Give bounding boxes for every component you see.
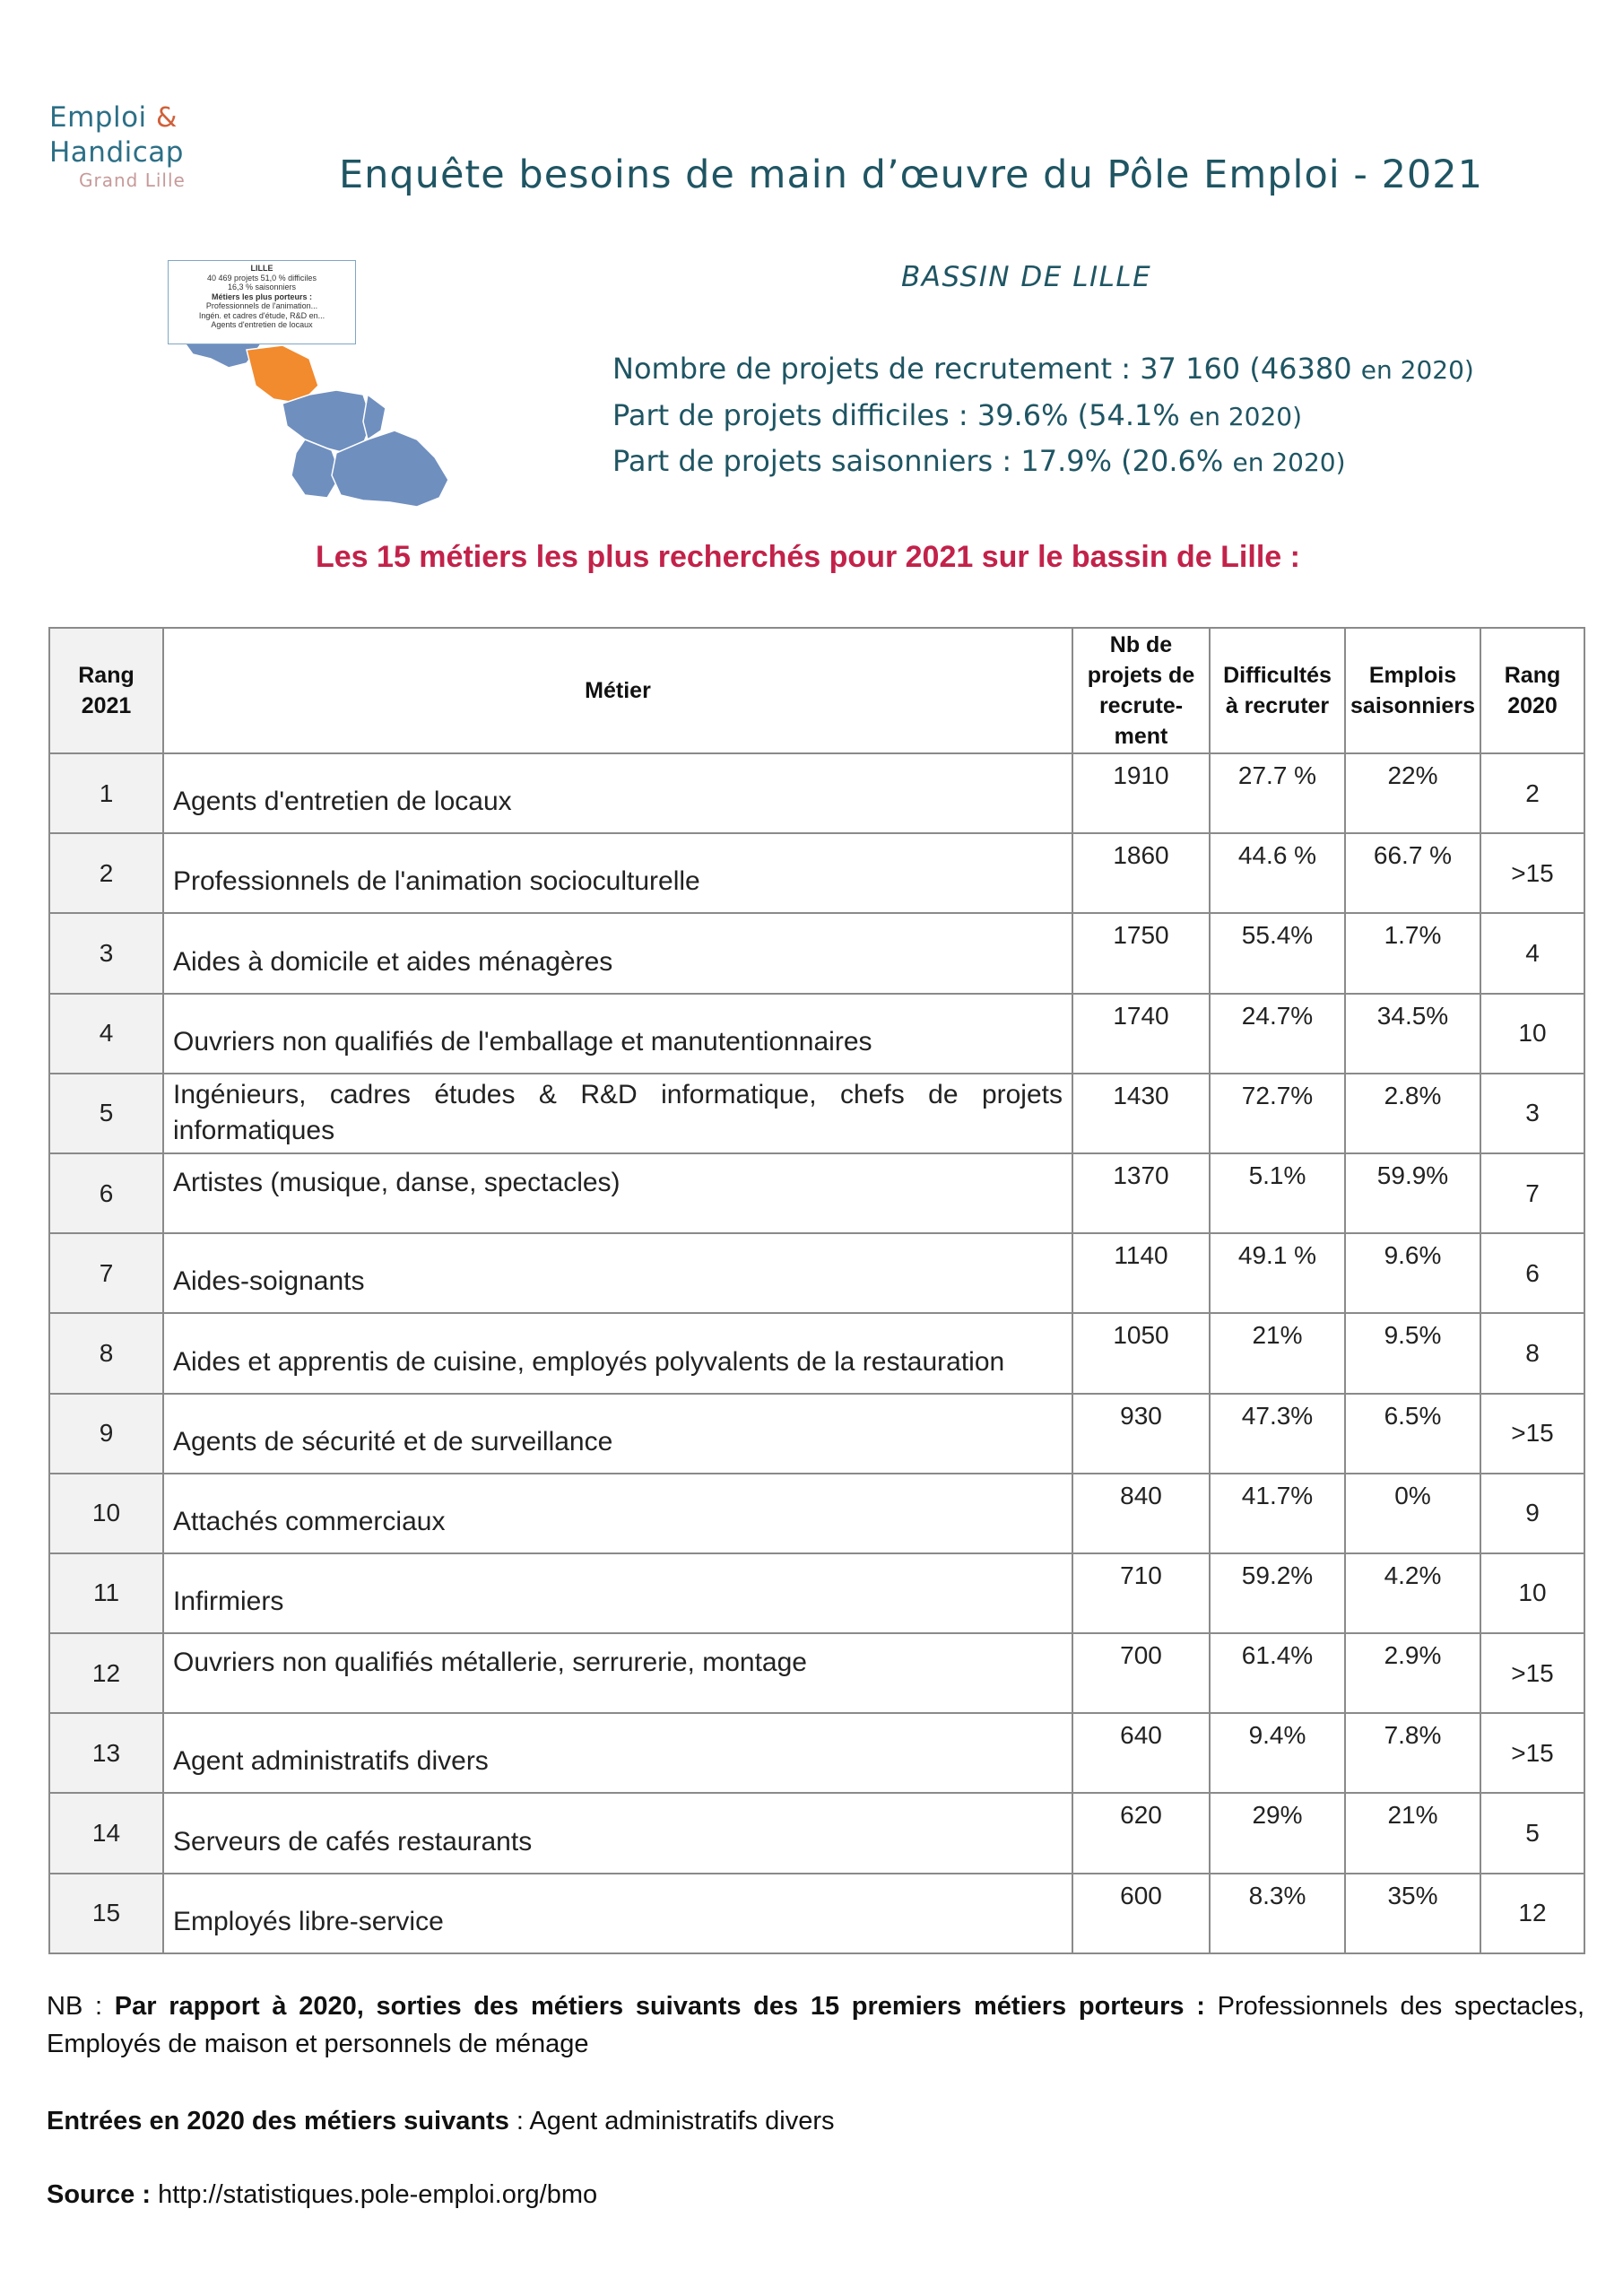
- map-box-line: Agents d'entretien de locaux: [211, 320, 313, 329]
- note-source-bold: Source :: [47, 2180, 152, 2209]
- table-row: [49, 833, 1584, 913]
- logo-line1: Emploi: [49, 101, 147, 134]
- map-info-box: [168, 260, 356, 344]
- cell-rang-2020: 2: [1480, 753, 1584, 833]
- page-title: Enquête besoins de main d’œuvre du Pôle Emploi - 2021: [339, 152, 1484, 197]
- cell-rang: 12: [49, 1633, 163, 1713]
- cell-saisonniers: 34.5%: [1345, 994, 1480, 1074]
- cell-rang: 6: [49, 1153, 163, 1233]
- note-source: [47, 2176, 1584, 2213]
- cell-metier: Infirmiers: [163, 1553, 1072, 1633]
- jobs-table: [48, 627, 1585, 1954]
- stat-label: Part de projets saisonniers : 17.9% (20.6%: [612, 444, 1224, 478]
- table-row: [49, 1874, 1584, 1953]
- cell-nb: 710: [1072, 1553, 1210, 1633]
- cell-difficultes: 5.1%: [1210, 1153, 1345, 1233]
- cell-rang: 11: [49, 1553, 163, 1633]
- header-text: saisonniers: [1350, 693, 1475, 718]
- header-nb-projets: [1072, 628, 1210, 753]
- map-box-line: Métiers les plus porteurs :: [211, 291, 313, 301]
- cell-saisonniers: 9.5%: [1345, 1313, 1480, 1393]
- logo: [49, 100, 220, 191]
- table-row: [49, 1474, 1584, 1553]
- cell-rang-2020: 10: [1480, 994, 1584, 1074]
- table-row: [49, 994, 1584, 1074]
- cell-nb: 1740: [1072, 994, 1210, 1074]
- cell-difficultes: 41.7%: [1210, 1474, 1345, 1553]
- table-row: [49, 1713, 1584, 1793]
- cell-saisonniers: 9.6%: [1345, 1233, 1480, 1313]
- cell-difficultes: 29%: [1210, 1793, 1345, 1873]
- cell-metier: Ouvriers non qualifiés de l'emballage et manutentionnaires: [163, 994, 1072, 1074]
- cell-difficultes: 49.1 %: [1210, 1233, 1345, 1313]
- cell-nb: 1750: [1072, 913, 1210, 993]
- cell-rang-2020: 6: [1480, 1233, 1584, 1313]
- cell-rang: 2: [49, 833, 163, 913]
- cell-rang-2020: 9: [1480, 1474, 1584, 1553]
- header-text: Emplois: [1368, 663, 1457, 688]
- stat-suffix: en 2020): [1360, 355, 1474, 385]
- header-difficultes: [1210, 628, 1345, 753]
- stat-label: Nombre de projets de recrutement : 37 160 (46380: [612, 352, 1352, 386]
- cell-saisonniers: 59.9%: [1345, 1153, 1480, 1233]
- cell-saisonniers: 21%: [1345, 1793, 1480, 1873]
- cell-difficultes: 55.4%: [1210, 913, 1345, 993]
- cell-saisonniers: 6.5%: [1345, 1394, 1480, 1474]
- cell-metier: Employés libre-service: [163, 1874, 1072, 1953]
- cell-rang: 14: [49, 1793, 163, 1873]
- cell-nb: 840: [1072, 1474, 1210, 1553]
- cell-rang-2020: 4: [1480, 913, 1584, 993]
- map-box-line: LILLE: [250, 264, 273, 273]
- cell-nb: 1910: [1072, 753, 1210, 833]
- cell-nb: 1430: [1072, 1074, 1210, 1153]
- cell-nb: 1370: [1072, 1153, 1210, 1233]
- header-text: 2021: [81, 693, 132, 718]
- table-row: [49, 1153, 1584, 1233]
- cell-metier: Ingénieurs, cadres études & R&D informatique, chefs de projets informatiques: [163, 1074, 1072, 1153]
- header-text: à recruter: [1225, 693, 1330, 718]
- table-row: [49, 1074, 1584, 1153]
- table-row: [49, 753, 1584, 833]
- cell-saisonniers: 1.7%: [1345, 913, 1480, 993]
- cell-difficultes: 59.2%: [1210, 1553, 1345, 1633]
- map-box-line: 16,3 % saisonniers: [227, 283, 297, 291]
- header-text: Rang: [78, 663, 135, 688]
- cell-nb: 600: [1072, 1874, 1210, 1953]
- cell-rang-2020: >15: [1480, 833, 1584, 913]
- stat-difficiles: [612, 398, 1302, 432]
- region-map: [157, 260, 466, 516]
- table-row: [49, 913, 1584, 993]
- cell-rang: 5: [49, 1074, 163, 1153]
- header-text: projets de: [1087, 663, 1195, 688]
- header-text: Rang: [1504, 663, 1561, 688]
- cell-rang: 4: [49, 994, 163, 1074]
- stat-recrutement: [612, 352, 1474, 386]
- note-nb-bold: Par rapport à 2020, sorties des métiers suivants des 15 premiers métiers porteurs :: [114, 1992, 1205, 2021]
- cell-difficultes: 72.7%: [1210, 1074, 1345, 1153]
- cell-saisonniers: 2.9%: [1345, 1633, 1480, 1713]
- table-row: [49, 1394, 1584, 1474]
- cell-difficultes: 44.6 %: [1210, 833, 1345, 913]
- cell-saisonniers: 4.2%: [1345, 1553, 1480, 1633]
- table-row: [49, 1233, 1584, 1313]
- cell-rang: 8: [49, 1313, 163, 1393]
- cell-rang-2020: 10: [1480, 1553, 1584, 1633]
- cell-rang: 13: [49, 1713, 163, 1793]
- cell-nb: 640: [1072, 1713, 1210, 1793]
- header-text: Difficultés: [1223, 663, 1332, 688]
- cell-rang: 1: [49, 753, 163, 833]
- cell-rang-2020: 7: [1480, 1153, 1584, 1233]
- cell-metier: Serveurs de cafés restaurants: [163, 1793, 1072, 1873]
- header-text: 2020: [1507, 693, 1558, 718]
- cell-rang-2020: 12: [1480, 1874, 1584, 1953]
- stat-saisonniers: [612, 444, 1346, 478]
- cell-metier: Aides à domicile et aides ménagères: [163, 913, 1072, 993]
- cell-difficultes: 24.7%: [1210, 994, 1345, 1074]
- map-box-line: 40 469 projets 51,0 % difficiles: [207, 273, 317, 283]
- cell-difficultes: 27.7 %: [1210, 753, 1345, 833]
- cell-nb: 1860: [1072, 833, 1210, 913]
- stat-suffix: en 2020): [1232, 448, 1346, 477]
- cell-difficultes: 9.4%: [1210, 1713, 1345, 1793]
- cell-rang-2020: 5: [1480, 1793, 1584, 1873]
- cell-metier: Aides-soignants: [163, 1233, 1072, 1313]
- cell-nb: 1050: [1072, 1313, 1210, 1393]
- cell-metier: Attachés commerciaux: [163, 1474, 1072, 1553]
- note-nb-text: Professionnels des spectacles, Employés de maison et personnels de ménage: [47, 1992, 1585, 2058]
- note-entries-text: : Agent administratifs divers: [508, 2107, 835, 2135]
- cell-rang-2020: 3: [1480, 1074, 1584, 1153]
- cell-nb: 1140: [1072, 1233, 1210, 1313]
- cell-saisonniers: 35%: [1345, 1874, 1480, 1953]
- table-row: [49, 1633, 1584, 1713]
- cell-metier: Agent administratifs divers: [163, 1713, 1072, 1793]
- cell-metier: Ouvriers non qualifiés métallerie, serrurerie, montage: [163, 1633, 1072, 1713]
- map-box-line: Ingén. et cadres d'étude, R&D en...: [198, 310, 325, 320]
- cell-difficultes: 21%: [1210, 1313, 1345, 1393]
- cell-rang-2020: >15: [1480, 1633, 1584, 1713]
- cell-rang-2020: 8: [1480, 1313, 1584, 1393]
- stat-suffix: en 2020): [1188, 402, 1303, 431]
- stat-label: Part de projets difficiles : 39.6% (54.1%: [612, 398, 1180, 432]
- logo-line2: Handicap: [49, 136, 184, 169]
- cell-rang: 10: [49, 1474, 163, 1553]
- cell-saisonniers: 66.7 %: [1345, 833, 1480, 913]
- cell-nb: 700: [1072, 1633, 1210, 1713]
- cell-rang: 3: [49, 913, 163, 993]
- cell-metier: Agents d'entretien de locaux: [163, 753, 1072, 833]
- header-text: ment: [1114, 724, 1168, 749]
- cell-saisonniers: 22%: [1345, 753, 1480, 833]
- note-entries-bold: Entrées en 2020 des métiers suivants: [47, 2107, 509, 2135]
- cell-saisonniers: 0%: [1345, 1474, 1480, 1553]
- cell-saisonniers: 7.8%: [1345, 1713, 1480, 1793]
- cell-metier: Artistes (musique, danse, spectacles): [163, 1153, 1072, 1233]
- cell-rang: 15: [49, 1874, 163, 1953]
- table-row: [49, 1553, 1584, 1633]
- map-box-line: Professionnels de l'animation...: [205, 301, 318, 310]
- header-text: recrute-: [1098, 693, 1184, 718]
- cell-rang: 7: [49, 1233, 163, 1313]
- cell-metier: Professionnels de l'animation socioculturelle: [163, 833, 1072, 913]
- header-saisonniers: [1345, 628, 1480, 753]
- cell-difficultes: 61.4%: [1210, 1633, 1345, 1713]
- cell-metier: Agents de sécurité et de surveillance: [163, 1394, 1072, 1474]
- cell-difficultes: 8.3%: [1210, 1874, 1345, 1953]
- cell-difficultes: 47.3%: [1210, 1394, 1345, 1474]
- table-header-row: [49, 628, 1584, 753]
- cell-rang-2020: >15: [1480, 1713, 1584, 1793]
- note-nb-prefix: NB :: [47, 1992, 115, 2021]
- table-row: [49, 1313, 1584, 1393]
- section-subtitle: Les 15 métiers les plus recherchés pour 2021 sur le bassin de Lille :: [316, 540, 1300, 574]
- header-text: Nb de: [1109, 632, 1173, 657]
- source-link[interactable]: http://statistiques.pole-emploi.org/bmo: [151, 2180, 598, 2209]
- logo-line3: Grand Lille: [79, 170, 186, 191]
- cell-rang-2020: >15: [1480, 1394, 1584, 1474]
- bassin-title: BASSIN DE LILLE: [901, 261, 1152, 293]
- logo-amp: &: [156, 102, 178, 134]
- header-rang-2021: [49, 628, 163, 753]
- header-metier: Métier: [163, 628, 1072, 753]
- note-entries: [47, 2102, 1584, 2140]
- header-rang-2020: [1480, 628, 1584, 753]
- cell-saisonniers: 2.8%: [1345, 1074, 1480, 1153]
- cell-metier: Aides et apprentis de cuisine, employés polyvalents de la restauration: [163, 1313, 1072, 1393]
- cell-nb: 620: [1072, 1793, 1210, 1873]
- table-row: [49, 1793, 1584, 1873]
- cell-rang: 9: [49, 1394, 163, 1474]
- cell-nb: 930: [1072, 1394, 1210, 1474]
- note-nb: [47, 1987, 1584, 2063]
